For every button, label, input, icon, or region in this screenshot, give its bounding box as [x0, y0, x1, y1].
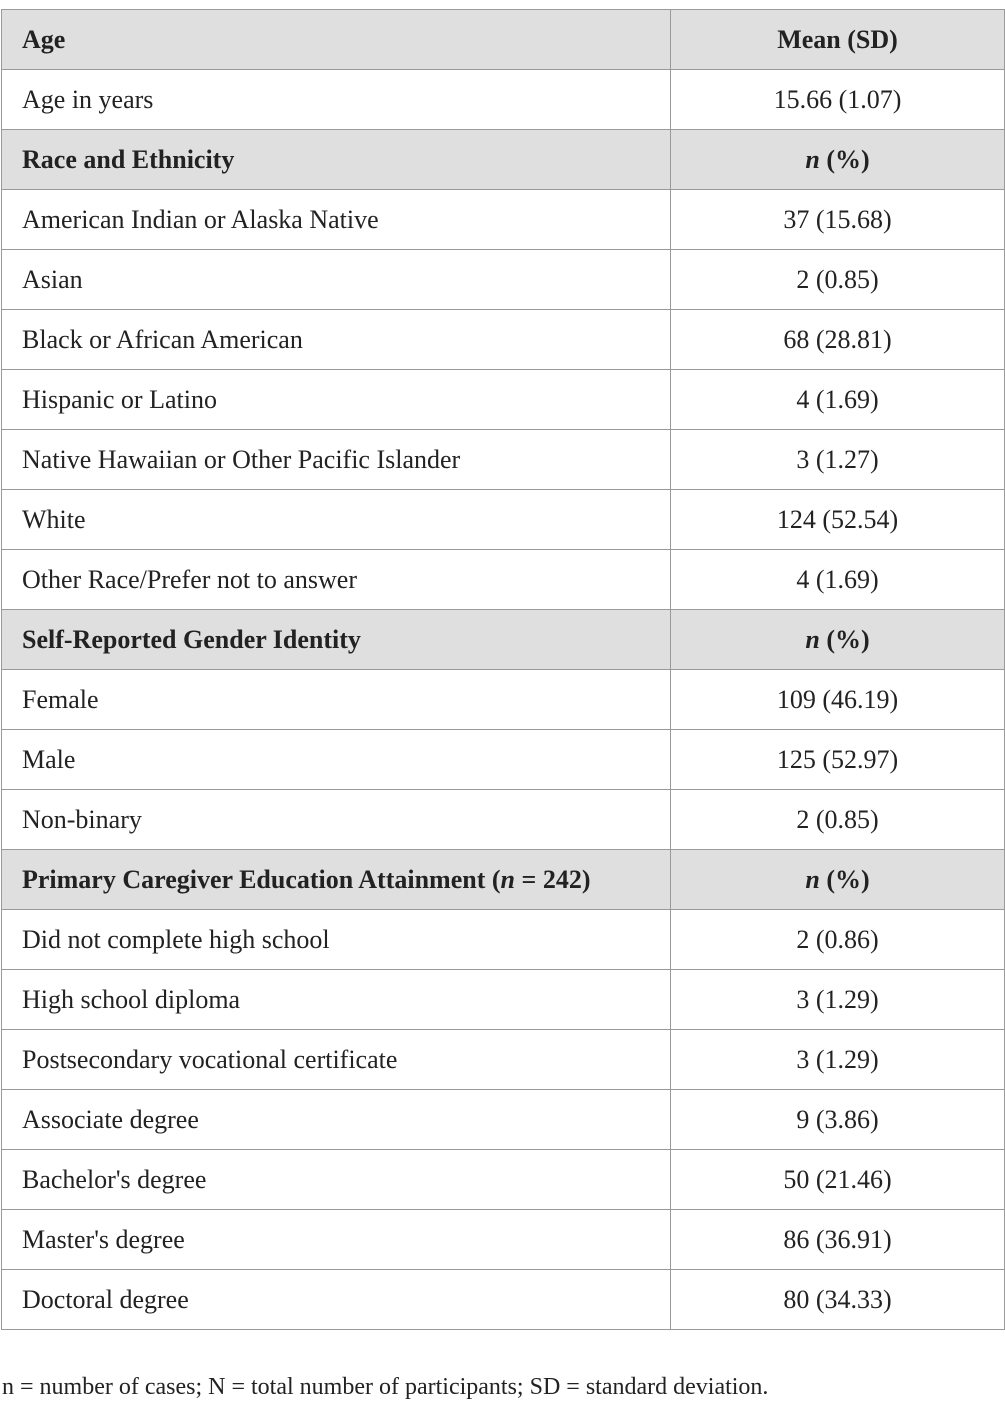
section-stat — [671, 130, 1005, 190]
row-value: 2 (0.86) — [671, 910, 1005, 970]
table-row — [2, 1090, 1005, 1150]
table-row — [2, 70, 1005, 130]
row-value: 15.66 (1.07) — [671, 70, 1005, 130]
row-label: Doctoral degree — [2, 1270, 671, 1330]
table-row — [2, 250, 1005, 310]
row-value: 4 (1.69) — [671, 370, 1005, 430]
row-value: 124 (52.54) — [671, 490, 1005, 550]
table-row — [2, 490, 1005, 550]
table-row — [2, 1270, 1005, 1330]
row-value: 2 (0.85) — [671, 250, 1005, 310]
row-value: 125 (52.97) — [671, 730, 1005, 790]
row-label: High school diploma — [2, 970, 671, 1030]
row-label: Native Hawaiian or Other Pacific Islander — [2, 430, 671, 490]
stat-suffix: (%) — [819, 144, 870, 174]
table-header-row — [2, 10, 1005, 70]
header-stat: Mean (SD) — [671, 10, 1005, 70]
row-label: Associate degree — [2, 1090, 671, 1150]
stat-italic-n: n — [805, 864, 820, 894]
table-row — [2, 1150, 1005, 1210]
title-italic-n: n — [500, 864, 515, 894]
row-label: Male — [2, 730, 671, 790]
row-value: 86 (36.91) — [671, 1210, 1005, 1270]
header-label: Age — [2, 10, 671, 70]
row-value: 50 (21.46) — [671, 1150, 1005, 1210]
row-value: 2 (0.85) — [671, 790, 1005, 850]
row-value: 80 (34.33) — [671, 1270, 1005, 1330]
section-stat — [671, 850, 1005, 910]
row-label: Female — [2, 670, 671, 730]
row-label: Age in years — [2, 70, 671, 130]
row-value: 109 (46.19) — [671, 670, 1005, 730]
row-label: American Indian or Alaska Native — [2, 190, 671, 250]
table-row — [2, 730, 1005, 790]
row-value: 4 (1.69) — [671, 550, 1005, 610]
section-title — [2, 850, 671, 910]
stat-italic-n: n — [805, 144, 820, 174]
row-value: 9 (3.86) — [671, 1090, 1005, 1150]
title-prefix: Primary Caregiver Education Attainment ( — [22, 864, 501, 894]
title-suffix: = 242) — [515, 864, 591, 894]
row-value: 3 (1.29) — [671, 970, 1005, 1030]
table-row — [2, 370, 1005, 430]
stat-italic-n: n — [805, 624, 820, 654]
stat-suffix: (%) — [819, 864, 870, 894]
row-label: Bachelor's degree — [2, 1150, 671, 1210]
row-label: White — [2, 490, 671, 550]
row-label: Master's degree — [2, 1210, 671, 1270]
row-label: Asian — [2, 250, 671, 310]
table-row — [2, 670, 1005, 730]
demographics-table — [1, 9, 1005, 1330]
section-title: Self-Reported Gender Identity — [2, 610, 671, 670]
row-label: Did not complete high school — [2, 910, 671, 970]
table-row — [2, 190, 1005, 250]
row-value: 3 (1.27) — [671, 430, 1005, 490]
table-row — [2, 1030, 1005, 1090]
table-row — [2, 430, 1005, 490]
row-label: Non-binary — [2, 790, 671, 850]
table-row — [2, 910, 1005, 970]
row-value: 3 (1.29) — [671, 1030, 1005, 1090]
table-row — [2, 550, 1005, 610]
section-header-education — [2, 850, 1005, 910]
stat-suffix: (%) — [819, 624, 870, 654]
table-row — [2, 790, 1005, 850]
row-label: Hispanic or Latino — [2, 370, 671, 430]
row-label: Other Race/Prefer not to answer — [2, 550, 671, 610]
section-title: Race and Ethnicity — [2, 130, 671, 190]
row-value: 37 (15.68) — [671, 190, 1005, 250]
row-label: Black or African American — [2, 310, 671, 370]
section-header-gender — [2, 610, 1005, 670]
row-value: 68 (28.81) — [671, 310, 1005, 370]
table-row — [2, 1210, 1005, 1270]
table-row — [2, 310, 1005, 370]
section-header-race — [2, 130, 1005, 190]
section-stat — [671, 610, 1005, 670]
row-label: Postsecondary vocational certificate — [2, 1030, 671, 1090]
table-row — [2, 970, 1005, 1030]
table-footnote: n = number of cases; N = total number of participants; SD = standard deviation. — [2, 1374, 769, 1400]
